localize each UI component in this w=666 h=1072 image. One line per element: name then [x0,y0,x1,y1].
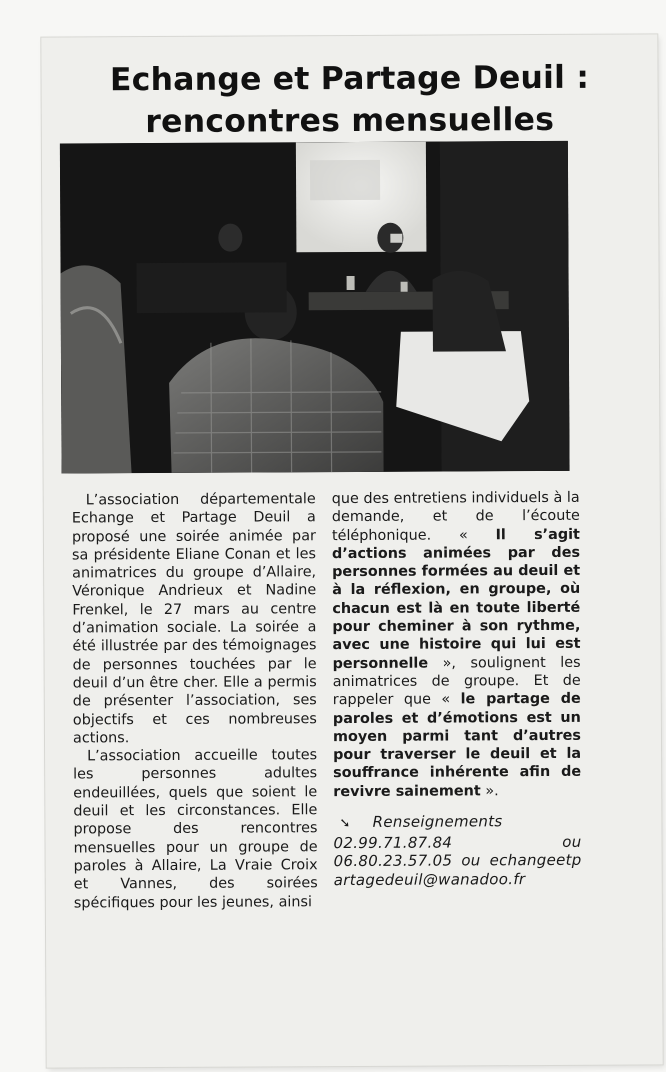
meeting-photo-drawing [60,141,570,474]
email: echangeetpartagedeuil@wanadoo.fr [333,850,582,889]
article-column-left [72,490,318,912]
or-1: ou [562,832,582,851]
paragraph-3-part-a: que des entretiens individuels à la demande, et de l’écoute téléphonique. « [331,489,580,544]
headline [41,56,657,143]
paragraph-1: L’association départementale Echange et Partage Deuil a proposé une soirée animée par sa présidente Eliane Conan et les animatrices du groupe d’Allaire, Véronique Andrieux et Nadine Frenkel, le 27 mars au centre d’animation sociale. La soirée a été illustrée par des témoignages de personnes touchées par le deuil d’un être cher. Elle a permis de présenter l’association, ses objectifs et ces nombreuses actions. [71,491,317,747]
audience-member-left [61,265,132,473]
newspaper-clipping [41,34,662,1067]
arrow-icon: ➘ [339,816,351,832]
article-column-right [332,489,582,889]
contact-info [333,812,581,889]
paragraph-2: L’association accueille toutes les personnes adultes endeuillées, quels que soient le deuil et les circonstances. Elle propose des rencontres mensuelles pour un groupe de paroles à Allaire, La Vraie Croix et Vannes, des soirées spécifiques pour les jeunes, ainsi [73,747,318,911]
quote-2: le partage de paroles et d’émotions est un moyen parmi tant d’autres pour traverser le deuil et la souffrance inhérente afin de revivre sainement [332,691,582,800]
or-2: ou [461,851,481,870]
paragraph-3 [332,489,582,801]
quote-1: Il s’agit d’actions animées par des personnes formées au deuil et à la réflexion, en groupe, où chacun est là en toute liberté pour cheminer à son rythme, avec une histoire qui lui est personnelle [331,526,581,672]
headline-line-1: Echange et Partage Deuil : [109,59,590,99]
contact-label: Renseignements [372,812,503,831]
phone-1: 02.99.71.87.84 [333,833,453,852]
paragraph-3-part-e: ». [480,782,499,800]
headline-line-2: rencontres mensuelles [145,101,555,141]
phone-2: 06.80.23.57.05 [333,851,453,871]
paragraph-3-part-c: », soulignent les animatrices de groupe. Et de rappeler que « [332,654,581,709]
meeting-photo [60,141,570,474]
